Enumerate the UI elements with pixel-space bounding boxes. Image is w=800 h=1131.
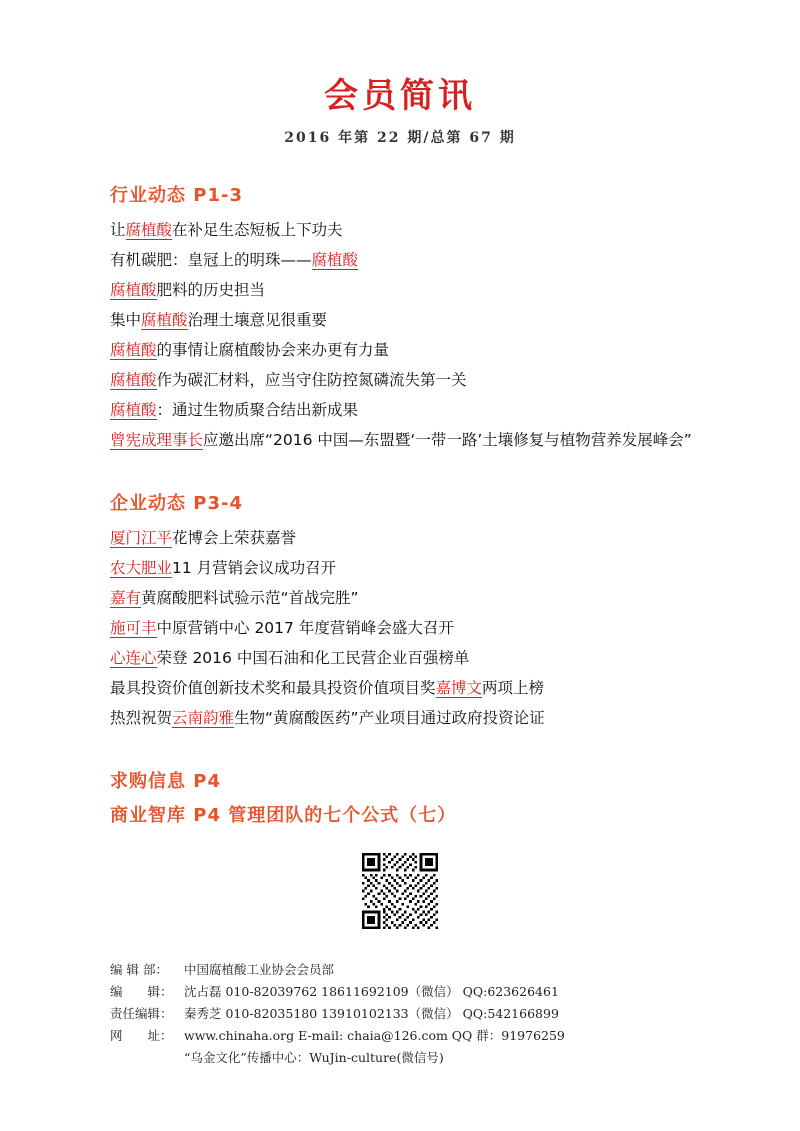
section-heading-industry: 行业动态 P1-3 (110, 185, 243, 207)
section-heading-purchase: 求购信息 P4 (110, 771, 221, 793)
entry-highlight: 腐植酸 (311, 251, 359, 270)
entry-highlight: 腐植酸 (141, 311, 188, 330)
list-item[interactable] (110, 335, 740, 365)
entry-text: 荣登 2016 中国石油和化工民营企业百强榜单 (156, 649, 470, 668)
entry-highlight: 施可丰 (110, 619, 157, 638)
list-item[interactable] (110, 305, 740, 335)
section-heading-thinktank (110, 801, 740, 827)
list-item[interactable] (110, 365, 740, 395)
entry-highlight: 云南韵雅 (172, 709, 235, 728)
footer-label: 编 辑 部： (110, 962, 168, 978)
entry-highlight: 曾宪成理事长 (110, 431, 204, 450)
section-thinktank (110, 801, 740, 827)
page-title: 会员简讯 (324, 76, 476, 116)
footer-row (110, 1003, 800, 1025)
entry-highlight: 心连心 (110, 649, 157, 668)
entry-text: 应邀出席“2016 中国—东盟暨‘一带一路’土壤修复与植物营养发展峰会” (203, 431, 692, 450)
entry-highlight: 腐植酸 (110, 281, 157, 300)
entry-text: 集中 (110, 311, 142, 330)
footer-value: www.chinaha.org E-mail: chaia@126.com QQ 群：91976259 (184, 1028, 565, 1044)
footer-row (110, 1025, 800, 1047)
list-item[interactable] (110, 245, 740, 275)
entry-text: 作为碳汇材料，应当守住防控氮磷流失第一关 (156, 371, 467, 390)
footer-contact-block (0, 959, 800, 1069)
entry-text: 治理土壤意见很重要 (187, 311, 328, 330)
footer-row (110, 981, 800, 1003)
footer-row (110, 959, 800, 981)
qr-code[interactable] (362, 853, 438, 929)
entry-text: 黄腐酸肥料试验示范“首战完胜” (141, 589, 359, 608)
list-item[interactable] (110, 673, 740, 703)
footer-value: 中国腐植酸工业协会会员部 (184, 962, 335, 978)
list-item[interactable] (110, 613, 740, 643)
footer-row (110, 1047, 800, 1069)
section-heading-enterprise: 企业动态 P3-4 (110, 493, 243, 515)
list-item[interactable] (110, 425, 740, 455)
list-item[interactable] (110, 703, 740, 733)
footer-value: “乌金文化”传播中心：WuJin-culture(微信号) (184, 1050, 444, 1066)
toc-content (0, 181, 800, 827)
entry-text: ：通过生物质聚合结出新成果 (156, 401, 359, 420)
spacer (110, 455, 740, 489)
entry-highlight: 腐植酸 (110, 371, 157, 390)
thinktank-note: 管理团队的七个公式（七） (228, 805, 457, 827)
entry-text: 让 (110, 221, 126, 240)
footer-label: 网 址： (110, 1028, 173, 1044)
list-item[interactable] (110, 395, 740, 425)
section-enterprise (110, 489, 740, 733)
list-item[interactable] (110, 643, 740, 673)
issue-subtitle: 2016 年第 22 期/总第 67 期 (284, 130, 516, 147)
footer-value: 秦秀芝 010-82035180 13910102133（微信） QQ:542166899 (184, 1006, 559, 1022)
entry-text: 最具投资价值创新技术奖和最具投资价值项目奖 (110, 679, 436, 698)
entry-text: 肥料的历史担当 (156, 281, 266, 300)
entry-list-enterprise (110, 523, 740, 733)
entry-list-industry (110, 215, 740, 455)
list-item[interactable] (110, 583, 740, 613)
entry-highlight: 嘉有 (110, 589, 142, 608)
entry-highlight: 厦门江平 (110, 529, 173, 548)
entry-highlight: 腐植酸 (125, 221, 173, 240)
spacer (110, 733, 740, 767)
entry-highlight: 腐植酸 (110, 341, 157, 360)
entry-text: 有机碳肥：皇冠上的明珠—— (110, 251, 312, 270)
entry-highlight: 嘉博文 (435, 679, 483, 698)
footer-label: 责任编辑： (110, 1006, 173, 1022)
entry-text: 热烈祝贺 (110, 709, 173, 728)
entry-highlight: 腐植酸 (110, 401, 157, 420)
footer-value: 沈占磊 010-82039762 18611692109（微信） QQ:623626461 (184, 984, 559, 1000)
section-purchase (110, 767, 740, 793)
qr-code-wrap (0, 853, 800, 929)
entry-text: 两项上榜 (482, 679, 545, 698)
entry-highlight: 农大肥业 (110, 559, 173, 578)
masthead (0, 0, 800, 147)
list-item[interactable] (110, 275, 740, 305)
section-industry (110, 181, 740, 455)
entry-text: 11 月营销会议成功召开 (172, 559, 337, 578)
footer-label: 编 辑： (110, 984, 173, 1000)
entry-text: 的事情让腐植酸协会来办更有力量 (156, 341, 390, 360)
list-item[interactable] (110, 553, 740, 583)
list-item[interactable] (110, 215, 740, 245)
thinktank-heading-text: 商业智库 P4 (110, 805, 221, 827)
entry-text: 生物“黄腐酸医药”产业项目通过政府投资论证 (234, 709, 545, 728)
entry-text: 中原营销中心 2017 年度营销峰会盛大召开 (156, 619, 454, 638)
list-item[interactable] (110, 523, 740, 553)
entry-text: 在补足生态短板上下功夫 (172, 221, 343, 240)
entry-text: 花博会上荣获嘉誉 (172, 529, 297, 548)
